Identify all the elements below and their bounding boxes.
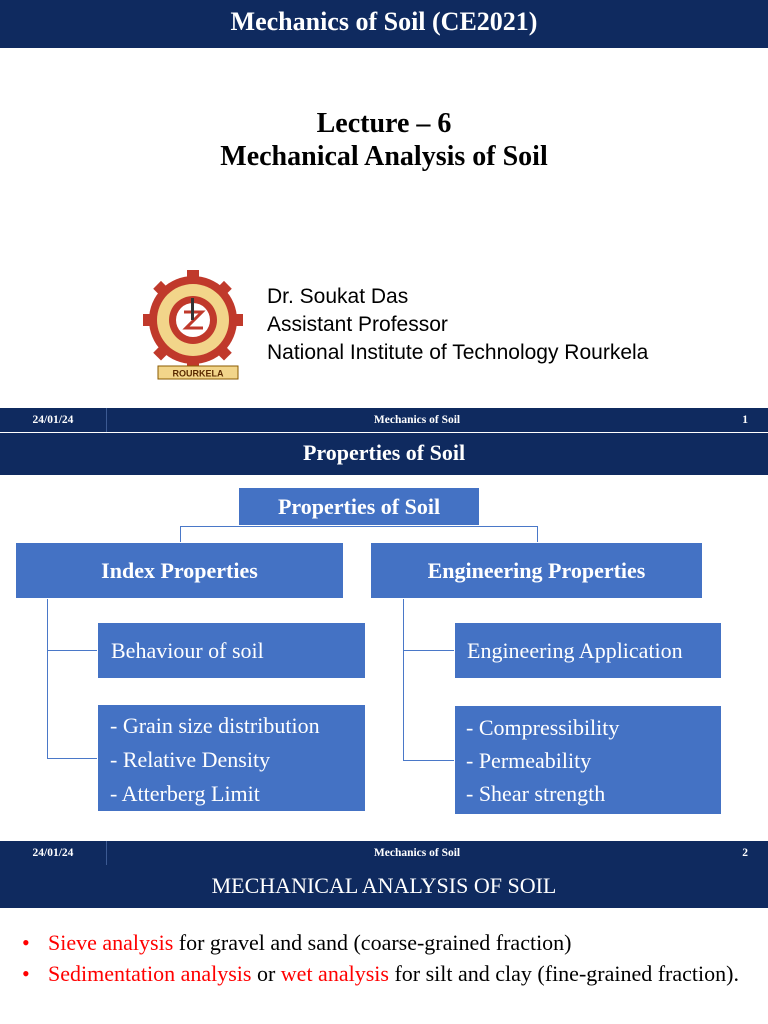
lecture-number: Lecture – 6 bbox=[316, 108, 452, 139]
connector-root-left bbox=[180, 526, 181, 542]
behaviour-box bbox=[97, 622, 366, 679]
slide1-header-title: Mechanics of Soil (CE2021) bbox=[230, 7, 538, 36]
index-item: - Grain size distribution bbox=[110, 713, 320, 738]
connector-word: or bbox=[251, 961, 281, 986]
connector-right-items bbox=[403, 760, 454, 761]
footer-date: 24/01/24 bbox=[0, 408, 107, 432]
connector-left-vertical bbox=[47, 599, 48, 758]
connector-root-right bbox=[537, 526, 538, 542]
author-institute: National Institute of Technology Rourkela bbox=[267, 341, 649, 364]
slide3-header-bar bbox=[0, 865, 768, 908]
behaviour-label: Behaviour of soil bbox=[111, 638, 264, 663]
index-items-box bbox=[97, 704, 366, 812]
bullet-item-sieve bbox=[20, 927, 740, 958]
engineering-items-box bbox=[454, 705, 722, 815]
lecture-title: Mechanical Analysis of Soil bbox=[220, 141, 548, 172]
nit-rourkela-logo bbox=[140, 268, 246, 382]
gear-icon bbox=[143, 270, 243, 370]
connector-root bbox=[180, 526, 538, 527]
slide1-footer bbox=[0, 408, 768, 432]
engineering-item: - Compressibility bbox=[466, 715, 620, 740]
engineering-item: - Shear strength bbox=[466, 781, 606, 806]
page-number: 1 bbox=[742, 414, 748, 426]
properties-root-label: Properties of Soil bbox=[277, 494, 441, 519]
slide2-header-title: Properties of Soil bbox=[302, 440, 466, 465]
footer-title: Mechanics of Soil bbox=[373, 847, 461, 859]
index-item: - Relative Density bbox=[110, 747, 271, 772]
slide2-footer bbox=[0, 841, 768, 865]
author-position: Assistant Professor bbox=[267, 313, 448, 336]
sedimentation-text: for silt and clay (fine-grained fraction). bbox=[388, 961, 739, 986]
application-label: Engineering Application bbox=[467, 638, 683, 663]
engineering-item: - Permeability bbox=[466, 748, 592, 773]
sieve-analysis-term: Sieve analysis bbox=[48, 930, 174, 955]
footer-title: Mechanics of Soil bbox=[373, 414, 461, 426]
page-number: 2 bbox=[742, 847, 748, 859]
engineering-properties-box bbox=[370, 542, 703, 599]
bullet-dot: • bbox=[22, 961, 30, 986]
bullet-dot: • bbox=[22, 930, 30, 955]
properties-root-box bbox=[238, 487, 480, 526]
slide1-header-bar bbox=[0, 0, 768, 48]
logo-banner-text: ROURKELA bbox=[172, 368, 224, 379]
slide3-header-title: MECHANICAL ANALYSIS OF SOIL bbox=[211, 873, 557, 898]
connector-right-sub bbox=[403, 650, 454, 651]
connector-right-vertical bbox=[403, 599, 404, 760]
index-item: - Atterberg Limit bbox=[110, 781, 260, 806]
footer-date: 24/01/24 bbox=[0, 841, 107, 865]
connector-left-sub bbox=[47, 650, 97, 651]
index-properties-box bbox=[15, 542, 344, 599]
sedimentation-analysis-term: Sedimentation analysis bbox=[48, 961, 252, 986]
wet-analysis-term: wet analysis bbox=[280, 961, 389, 986]
author-name: Dr. Soukat Das bbox=[267, 285, 409, 308]
index-properties-label: Index Properties bbox=[101, 558, 258, 583]
bullet-item-sedimentation bbox=[20, 958, 740, 989]
engineering-properties-label: Engineering Properties bbox=[427, 558, 646, 583]
sieve-analysis-text: for gravel and sand (coarse-grained fraction) bbox=[173, 930, 572, 955]
bullet-list bbox=[20, 927, 740, 989]
connector-left-items bbox=[47, 758, 97, 759]
slide2-header-bar bbox=[0, 433, 768, 475]
application-box bbox=[454, 622, 722, 679]
